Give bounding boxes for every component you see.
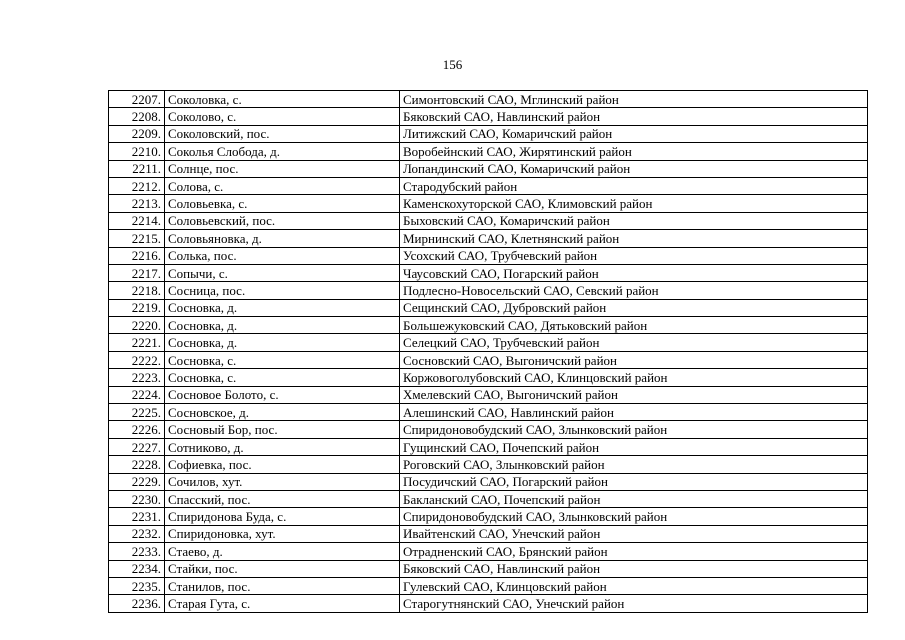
- row-number-cell: 2218.: [109, 282, 165, 299]
- table-row: [109, 438, 868, 455]
- settlement-name-cell: Соколовский, пос.: [165, 125, 400, 142]
- settlement-name-cell: Сосновое Болото, с.: [165, 386, 400, 403]
- table-row: [109, 525, 868, 542]
- administrative-area-cell: Гулевский САО, Клинцовский район: [400, 577, 868, 594]
- administrative-area-cell: Мирнинский САО, Клетнянский район: [400, 230, 868, 247]
- administrative-area-cell: Стародубский район: [400, 177, 868, 194]
- row-number-cell: 2207.: [109, 91, 165, 108]
- row-number-cell: 2221.: [109, 334, 165, 351]
- settlement-name-cell: Соколовка, с.: [165, 91, 400, 108]
- administrative-area-cell: Ивайтенский САО, Унечский район: [400, 525, 868, 542]
- administrative-area-cell: Посудичский САО, Погарский район: [400, 473, 868, 490]
- row-number-cell: 2230.: [109, 490, 165, 507]
- settlements-table-body: [109, 91, 868, 613]
- table-row: [109, 264, 868, 281]
- table-row: [109, 351, 868, 368]
- row-number-cell: 2235.: [109, 577, 165, 594]
- settlement-name-cell: Стаево, д.: [165, 543, 400, 560]
- table-row: [109, 490, 868, 507]
- table-row: [109, 230, 868, 247]
- settlement-name-cell: Сотниково, д.: [165, 438, 400, 455]
- row-number-cell: 2228.: [109, 456, 165, 473]
- administrative-area-cell: Отрадненский САО, Брянский район: [400, 543, 868, 560]
- table-row: [109, 421, 868, 438]
- administrative-area-cell: Бяковский САО, Навлинский район: [400, 560, 868, 577]
- table-row: [109, 195, 868, 212]
- table-row: [109, 369, 868, 386]
- administrative-area-cell: Каменскохуторской САО, Климовский район: [400, 195, 868, 212]
- table-row: [109, 160, 868, 177]
- table-row: [109, 456, 868, 473]
- row-number-cell: 2210.: [109, 143, 165, 160]
- administrative-area-cell: Коржовоголубовский САО, Клинцовский район: [400, 369, 868, 386]
- administrative-area-cell: Спиридоновобудский САО, Злынковский район: [400, 508, 868, 525]
- administrative-area-cell: Роговский САО, Злынковский район: [400, 456, 868, 473]
- row-number-cell: 2209.: [109, 125, 165, 142]
- settlement-name-cell: Сопычи, с.: [165, 264, 400, 281]
- administrative-area-cell: Спиридоновобудский САО, Злынковский район: [400, 421, 868, 438]
- settlement-name-cell: Соколья Слобода, д.: [165, 143, 400, 160]
- settlement-name-cell: Станилов, пос.: [165, 577, 400, 594]
- settlements-table: [108, 90, 868, 613]
- administrative-area-cell: Симонтовский САО, Мглинский район: [400, 91, 868, 108]
- row-number-cell: 2232.: [109, 525, 165, 542]
- row-number-cell: 2222.: [109, 351, 165, 368]
- row-number-cell: 2229.: [109, 473, 165, 490]
- row-number-cell: 2234.: [109, 560, 165, 577]
- settlement-name-cell: Спиридонова Буда, с.: [165, 508, 400, 525]
- settlement-name-cell: Спасский, пос.: [165, 490, 400, 507]
- settlement-name-cell: Солька, пос.: [165, 247, 400, 264]
- settlement-name-cell: Старая Гута, с.: [165, 595, 400, 612]
- row-number-cell: 2212.: [109, 177, 165, 194]
- row-number-cell: 2211.: [109, 160, 165, 177]
- table-row: [109, 125, 868, 142]
- row-number-cell: 2225.: [109, 404, 165, 421]
- row-number-cell: 2217.: [109, 264, 165, 281]
- row-number-cell: 2220.: [109, 317, 165, 334]
- administrative-area-cell: Быховский САО, Комаричский район: [400, 212, 868, 229]
- row-number-cell: 2216.: [109, 247, 165, 264]
- administrative-area-cell: Хмелевский САО, Выгоничский район: [400, 386, 868, 403]
- table-row: [109, 317, 868, 334]
- settlement-name-cell: Соколово, с.: [165, 108, 400, 125]
- settlement-name-cell: Стайки, пос.: [165, 560, 400, 577]
- administrative-area-cell: Большежуковский САО, Дятьковский район: [400, 317, 868, 334]
- row-number-cell: 2223.: [109, 369, 165, 386]
- administrative-area-cell: Подлесно-Новосельский САО, Севский район: [400, 282, 868, 299]
- settlement-name-cell: Сосновка, д.: [165, 299, 400, 316]
- table-row: [109, 282, 868, 299]
- row-number-cell: 2215.: [109, 230, 165, 247]
- row-number-cell: 2214.: [109, 212, 165, 229]
- settlement-name-cell: Сочилов, хут.: [165, 473, 400, 490]
- table-row: [109, 560, 868, 577]
- settlement-name-cell: Сосновый Бор, пос.: [165, 421, 400, 438]
- settlement-name-cell: Сосновка, с.: [165, 369, 400, 386]
- table-row: [109, 404, 868, 421]
- table-row: [109, 299, 868, 316]
- administrative-area-cell: Сосновский САО, Выгоничский район: [400, 351, 868, 368]
- page-number: 156: [442, 57, 463, 72]
- row-number-cell: 2224.: [109, 386, 165, 403]
- row-number-cell: 2233.: [109, 543, 165, 560]
- administrative-area-cell: Старогутнянский САО, Унечский район: [400, 595, 868, 612]
- administrative-area-cell: Бяковский САО, Навлинский район: [400, 108, 868, 125]
- table-row: [109, 508, 868, 525]
- settlement-name-cell: Соловьяновка, д.: [165, 230, 400, 247]
- row-number-cell: 2226.: [109, 421, 165, 438]
- row-number-cell: 2213.: [109, 195, 165, 212]
- table-row: [109, 334, 868, 351]
- administrative-area-cell: Алешинский САО, Навлинский район: [400, 404, 868, 421]
- table-row: [109, 473, 868, 490]
- table-row: [109, 595, 868, 612]
- row-number-cell: 2208.: [109, 108, 165, 125]
- administrative-area-cell: Селецкий САО, Трубчевский район: [400, 334, 868, 351]
- row-number-cell: 2227.: [109, 438, 165, 455]
- table-row: [109, 177, 868, 194]
- administrative-area-cell: Сещинский САО, Дубровский район: [400, 299, 868, 316]
- table-row: [109, 143, 868, 160]
- table-row: [109, 386, 868, 403]
- table-row: [109, 247, 868, 264]
- settlement-name-cell: Соловьевка, с.: [165, 195, 400, 212]
- settlement-name-cell: Сосновское, д.: [165, 404, 400, 421]
- settlement-name-cell: Сосновка, д.: [165, 317, 400, 334]
- table-row: [109, 577, 868, 594]
- row-number-cell: 2236.: [109, 595, 165, 612]
- administrative-area-cell: Гущинский САО, Почепский район: [400, 438, 868, 455]
- administrative-area-cell: Воробейнский САО, Жирятинский район: [400, 143, 868, 160]
- table-row: [109, 543, 868, 560]
- administrative-area-cell: Чаусовский САО, Погарский район: [400, 264, 868, 281]
- settlement-name-cell: Солнце, пос.: [165, 160, 400, 177]
- administrative-area-cell: Литижский САО, Комаричский район: [400, 125, 868, 142]
- row-number-cell: 2219.: [109, 299, 165, 316]
- settlement-name-cell: Сосновка, с.: [165, 351, 400, 368]
- settlement-name-cell: Софиевка, пос.: [165, 456, 400, 473]
- table-row: [109, 91, 868, 108]
- settlement-name-cell: Сосновка, д.: [165, 334, 400, 351]
- settlement-name-cell: Сосница, пос.: [165, 282, 400, 299]
- table-row: [109, 212, 868, 229]
- table-row: [109, 108, 868, 125]
- administrative-area-cell: Лопандинский САО, Комаричский район: [400, 160, 868, 177]
- settlement-name-cell: Соловьевский, пос.: [165, 212, 400, 229]
- administrative-area-cell: Бакланский САО, Почепский район: [400, 490, 868, 507]
- administrative-area-cell: Усохский САО, Трубчевский район: [400, 247, 868, 264]
- settlement-name-cell: Спиридоновка, хут.: [165, 525, 400, 542]
- row-number-cell: 2231.: [109, 508, 165, 525]
- settlement-name-cell: Солова, с.: [165, 177, 400, 194]
